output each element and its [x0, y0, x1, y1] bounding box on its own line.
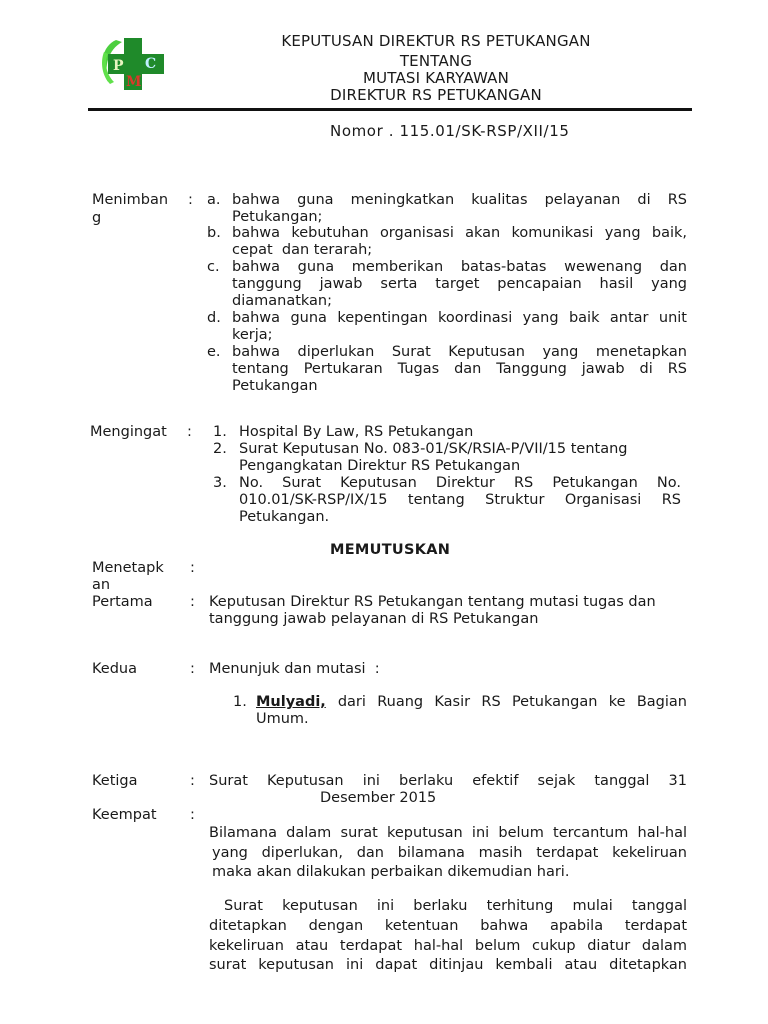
menimbang-b-line2: cepat dan terarah; [232, 242, 373, 258]
keempat-para1-line3: maka akan dilakukan perbaikan dikemudian hari. [212, 864, 570, 880]
menimbang-e-line3: Petukangan [232, 378, 318, 394]
hospital-logo [96, 32, 168, 94]
menetapkan-label-1: Menetapk [92, 560, 164, 576]
svg-text:C: C [145, 56, 157, 72]
header-rule [88, 108, 692, 111]
menimbang-a-line2: Petukangan; [232, 209, 323, 225]
kedua-colon: : [190, 661, 195, 677]
pertama-label: Pertama [92, 594, 153, 610]
header-title-line2: TENTANG [399, 52, 473, 70]
ketiga-label: Ketiga [92, 773, 138, 789]
menimbang-c-line2: tanggung jawab serta target pencapaian hasil yang [232, 276, 687, 292]
header-title-line3: MUTASI KARYAWAN [362, 69, 510, 87]
pertama-line2: tanggung jawab pelayanan di RS Petukangan [209, 611, 539, 627]
keempat-colon: : [190, 807, 195, 823]
mengingat-3-line2: 010.01/SK-RSP/IX/15 tentang Struktur Organisasi RS [239, 492, 681, 508]
memutuskan-heading: MEMUTUSKAN [330, 542, 451, 558]
kedua-item-1 [256, 694, 687, 711]
menimbang-marker-b: b. [207, 225, 221, 241]
mengingat-marker-3: 3. [213, 475, 227, 491]
kedua-label: Kedua [92, 661, 137, 677]
menimbang-e-line2: tentang Pertukaran Tugas dan Tanggung jawab di RS [232, 361, 687, 377]
menimbang-d-line2: kerja; [232, 327, 273, 343]
decree-number: Nomor . 115.01/SK-RSP/XII/15 [330, 122, 570, 140]
pertama-colon: : [190, 594, 195, 610]
menimbang-c-line3: diamanatkan; [232, 293, 332, 309]
menimbang-c-line1: bahwa guna memberikan batas-batas wewenang dan [232, 259, 687, 275]
mengingat-colon: : [187, 424, 192, 440]
menimbang-marker-c: c. [207, 259, 220, 275]
menetapkan-colon: : [190, 560, 195, 576]
menimbang-b-line1: bahwa kebutuhan organisasi akan komunikasi yang baik, [232, 225, 687, 241]
mengingat-label: Mengingat [90, 424, 167, 440]
pcm-cross-logo-icon [96, 32, 168, 94]
kedua-text: Menunjuk dan mutasi : [209, 661, 380, 677]
svg-text:M: M [126, 74, 142, 90]
menimbang-label-1: Menimban [92, 192, 169, 208]
menimbang-e-line1: bahwa diperlukan Surat Keputusan yang menetapkan [232, 344, 687, 360]
keempat-para2-line1: Surat keputusan ini berlaku terhitung mulai tanggal [224, 898, 687, 914]
ketiga-line1: Surat Keputusan ini berlaku efektif sejak tanggal 31 [209, 773, 687, 789]
pertama-line1: Keputusan Direktur RS Petukangan tentang mutasi tugas dan [209, 594, 656, 610]
menimbang-marker-e: e. [207, 344, 221, 360]
keempat-label: Keempat [92, 807, 157, 823]
mengingat-3-line3: Petukangan. [239, 509, 330, 525]
header-title-line1: KEPUTUSAN DIREKTUR RS PETUKANGAN [281, 32, 591, 50]
kedua-marker-1: 1. [233, 694, 247, 710]
employee-name: Mulyadi, [256, 694, 326, 710]
menimbang-marker-a: a. [207, 192, 221, 208]
menimbang-marker-d: d. [207, 310, 221, 326]
kedua-item-1-line2: Umum. [256, 711, 309, 727]
mengingat-marker-2: 2. [213, 441, 227, 457]
menimbang-d-line1: bahwa guna kepentingan koordinasi yang baik antar unit [232, 310, 687, 326]
menimbang-label-2: g [92, 210, 102, 226]
menimbang-a-line1: bahwa guna meningkatkan kualitas pelayanan di RS [232, 192, 687, 208]
mengingat-marker-1: 1. [213, 424, 227, 440]
keempat-para1-line1: Bilamana dalam surat keputusan ini belum tercantum hal-hal [209, 825, 687, 841]
mengingat-2-line1: Surat Keputusan No. 083-01/SK/RSIA-P/VII/15 tentang [239, 441, 628, 457]
mengingat-2-line2: Pengangkatan Direktur RS Petukangan [239, 458, 521, 474]
mengingat-3-line1: No. Surat Keputusan Direktur RS Petukangan No. [239, 475, 681, 491]
menimbang-colon: : [188, 192, 193, 208]
header-title-line4: DIREKTUR RS PETUKANGAN [330, 86, 542, 104]
mengingat-1-line1: Hospital By Law, RS Petukangan [239, 424, 474, 440]
kedua-item-1-rest: dari Ruang Kasir RS Petukangan ke Bagian [337, 694, 687, 710]
ketiga-colon: : [190, 773, 195, 789]
keempat-para2-line4: surat keputusan ini dapat ditinjau kembali atau ditetapkan [209, 957, 687, 973]
ketiga-line2: Desember 2015 [320, 790, 437, 806]
keempat-para2-line3: kekeliruan atau terdapat hal-hal belum cukup diatur dalam [209, 938, 687, 954]
keempat-para1-line2: yang diperlukan, dan bilamana masih terdapat kekeliruan [212, 845, 687, 861]
svg-text:P: P [113, 58, 124, 74]
keempat-para2-line2: ditetapkan dengan ketentuan bahwa apabila terdapat [209, 918, 687, 934]
menetapkan-label-2: an [92, 577, 111, 593]
